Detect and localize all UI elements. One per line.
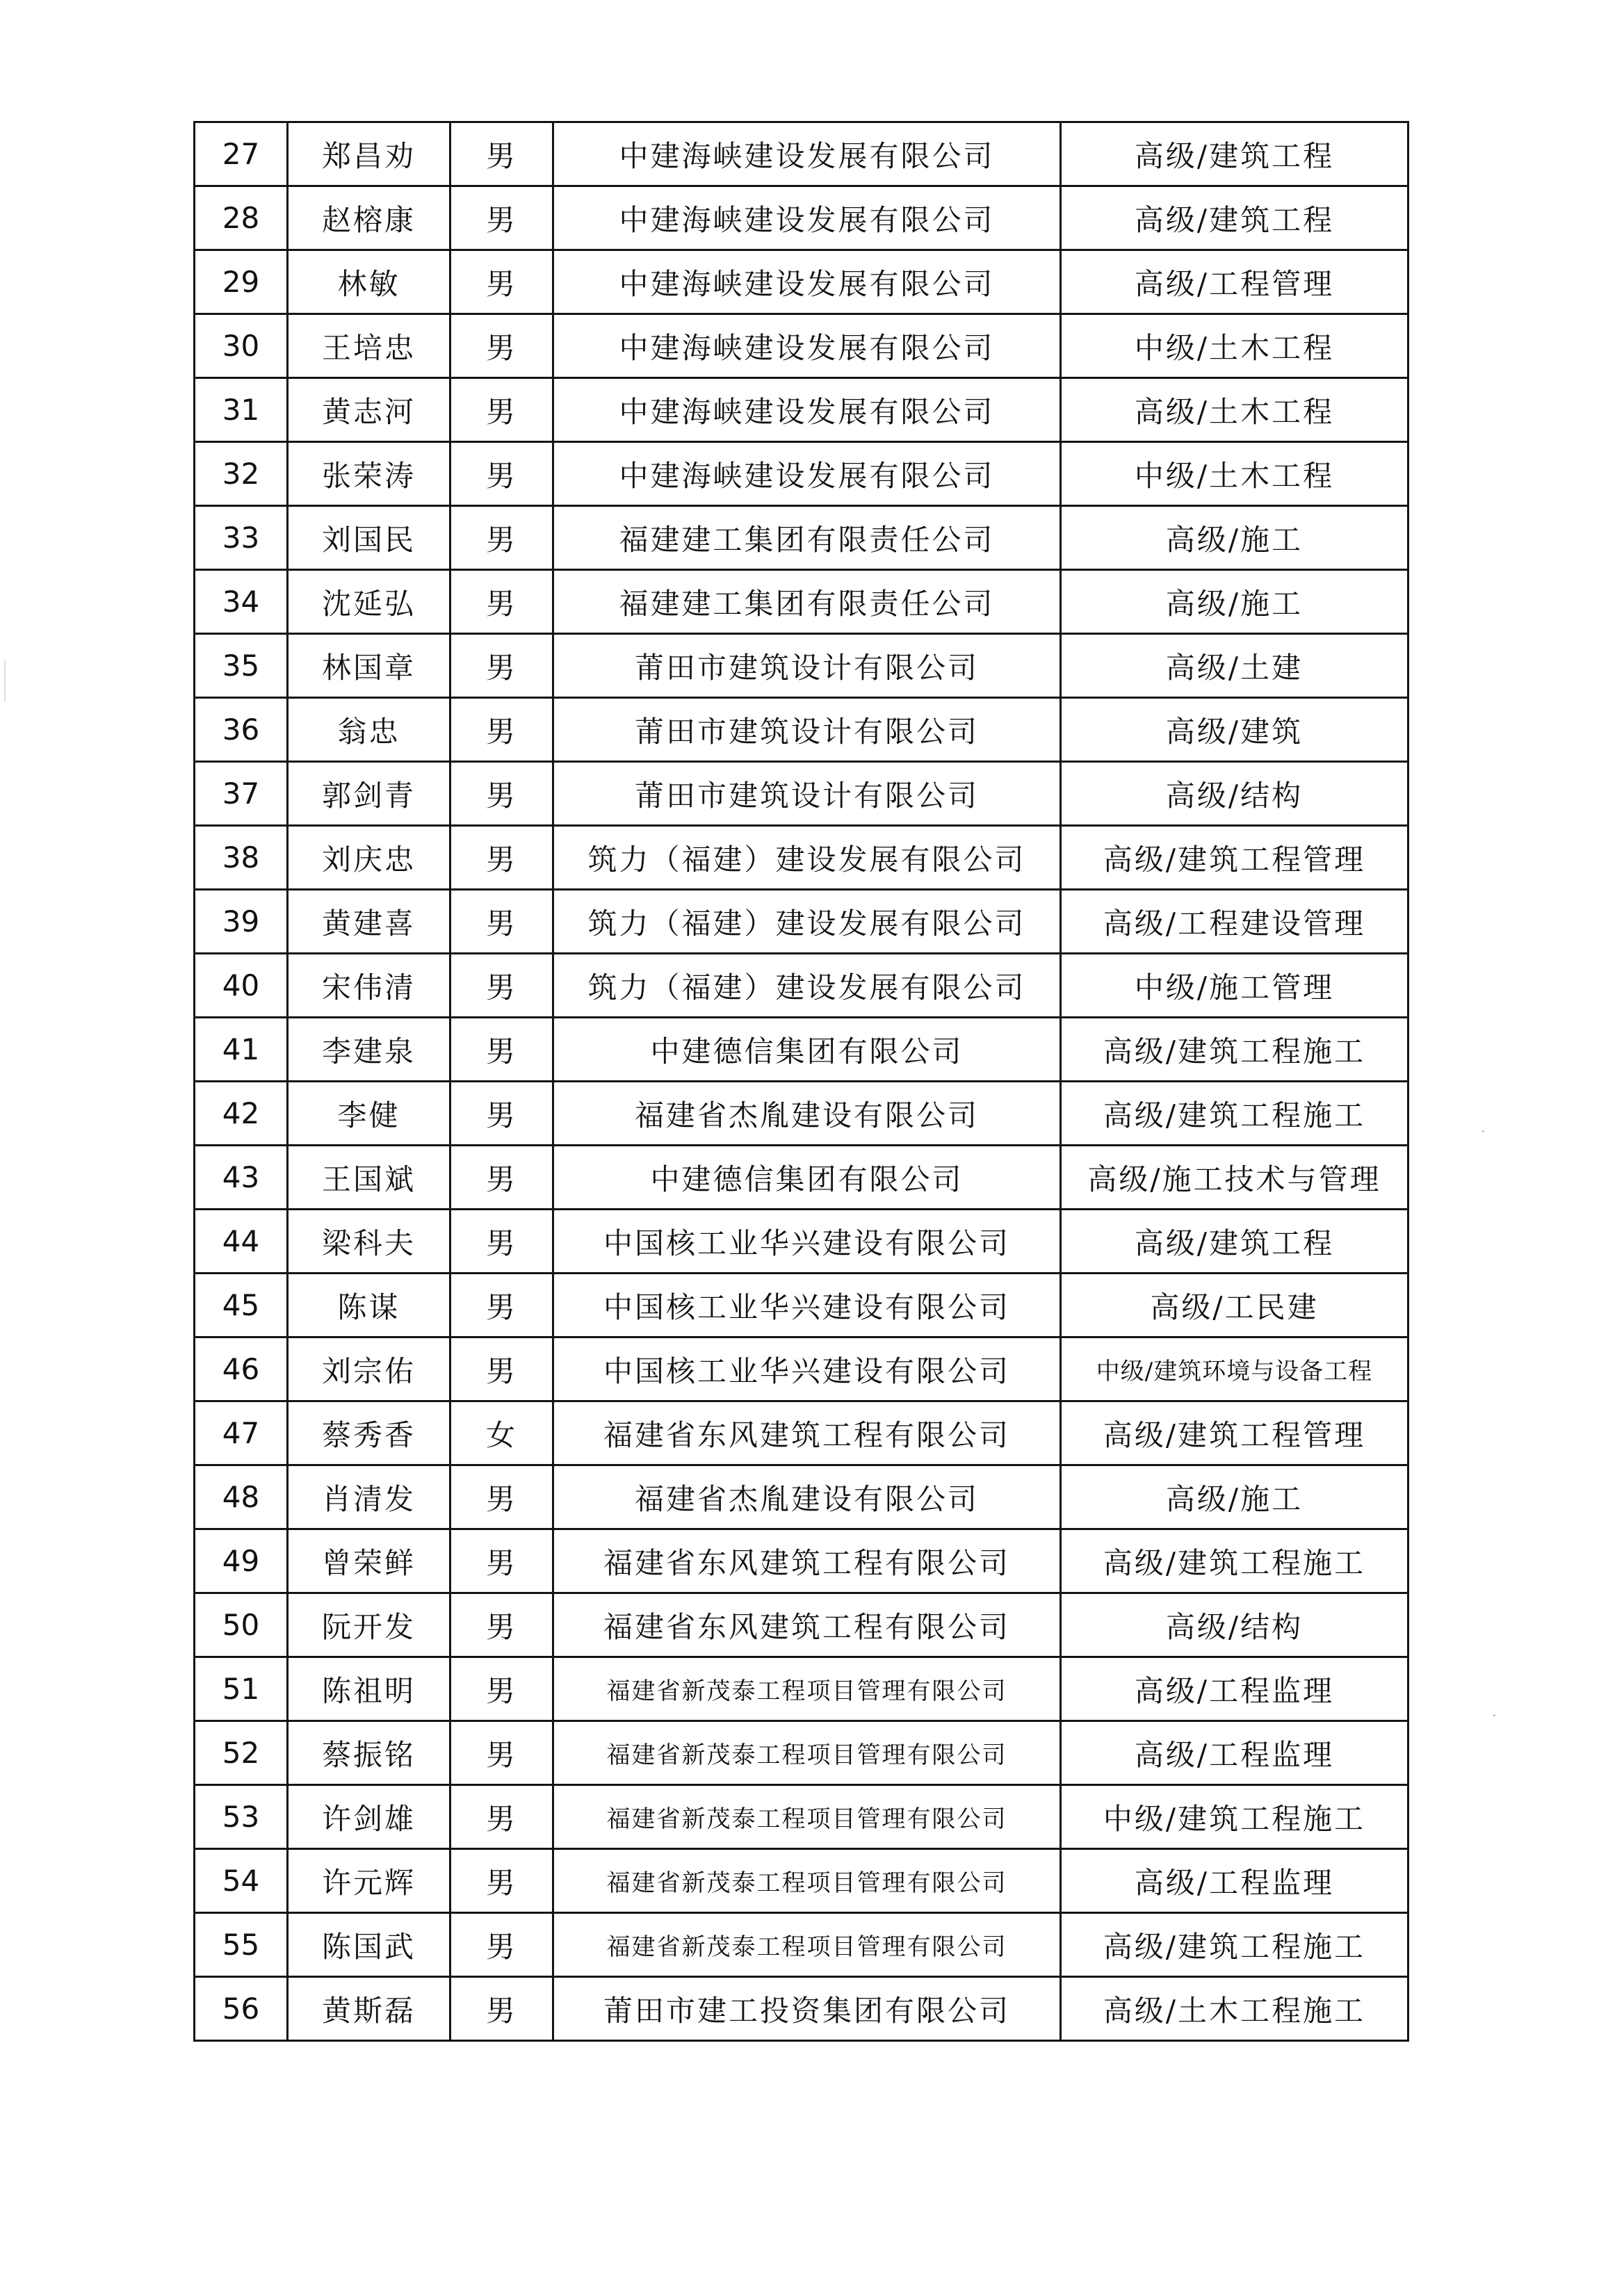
- person-name-cell: 王国斌: [288, 1146, 450, 1210]
- row-number-cell: 56: [195, 1977, 288, 2041]
- professional-title-cell: 高级/土建: [1061, 634, 1408, 698]
- professional-title-cell: 高级/工民建: [1061, 1274, 1408, 1337]
- gender-cell: 男: [450, 1913, 553, 1977]
- person-name-cell: 陈谋: [288, 1274, 450, 1337]
- gender-cell: 男: [450, 250, 553, 314]
- scan-speck: [1493, 1714, 1495, 1716]
- professional-title-cell: 高级/工程监理: [1061, 1849, 1408, 1913]
- professional-title-cell: 高级/建筑: [1061, 698, 1408, 762]
- table-row: [195, 1529, 1408, 1593]
- gender-cell: 男: [450, 442, 553, 506]
- person-name-cell: 曾荣鲜: [288, 1529, 450, 1593]
- gender-cell: 男: [450, 1210, 553, 1274]
- row-number-cell: 46: [195, 1337, 288, 1401]
- gender-cell: 男: [450, 1018, 553, 1082]
- row-number-cell: 49: [195, 1529, 288, 1593]
- row-number-cell: 30: [195, 314, 288, 378]
- organization-cell: 福建建工集团有限责任公司: [553, 570, 1061, 634]
- row-number-cell: 40: [195, 954, 288, 1018]
- gender-cell: 男: [450, 1274, 553, 1337]
- person-name-cell: 许剑雄: [288, 1785, 450, 1849]
- person-name-cell: 刘庆忠: [288, 826, 450, 890]
- person-name-cell: 郭剑青: [288, 762, 450, 826]
- professional-title-cell: 高级/结构: [1061, 762, 1408, 826]
- table-row: [195, 1082, 1408, 1146]
- gender-cell: 男: [450, 1146, 553, 1210]
- row-number-cell: 51: [195, 1657, 288, 1721]
- person-name-cell: 陈祖明: [288, 1657, 450, 1721]
- table-row: [195, 826, 1408, 890]
- gender-cell: 男: [450, 1082, 553, 1146]
- row-number-cell: 32: [195, 442, 288, 506]
- table-row: [195, 186, 1408, 250]
- row-number-cell: 33: [195, 506, 288, 570]
- person-name-cell: 宋伟清: [288, 954, 450, 1018]
- gender-cell: 男: [450, 1657, 553, 1721]
- person-name-cell: 陈国武: [288, 1913, 450, 1977]
- person-name-cell: 王培忠: [288, 314, 450, 378]
- person-name-cell: 黄斯磊: [288, 1977, 450, 2041]
- professional-title-cell: 高级/工程监理: [1061, 1721, 1408, 1785]
- roster-table: [193, 121, 1409, 2042]
- professional-title-cell: 高级/建筑工程: [1061, 1210, 1408, 1274]
- gender-cell: 男: [450, 506, 553, 570]
- table-row: [195, 250, 1408, 314]
- professional-title-cell: 高级/工程管理: [1061, 250, 1408, 314]
- gender-cell: 男: [450, 762, 553, 826]
- row-number-cell: 45: [195, 1274, 288, 1337]
- table-row: [195, 506, 1408, 570]
- organization-cell: 福建省新茂泰工程项目管理有限公司: [553, 1849, 1061, 1913]
- table-row: [195, 1465, 1408, 1529]
- professional-title-cell: 高级/建筑工程施工: [1061, 1082, 1408, 1146]
- organization-cell: 福建省新茂泰工程项目管理有限公司: [553, 1657, 1061, 1721]
- row-number-cell: 43: [195, 1146, 288, 1210]
- gender-cell: 男: [450, 1785, 553, 1849]
- person-name-cell: 刘宗佑: [288, 1337, 450, 1401]
- person-name-cell: 肖清发: [288, 1465, 450, 1529]
- table-row: [195, 122, 1408, 186]
- gender-cell: 男: [450, 1529, 553, 1593]
- professional-title-cell: 高级/结构: [1061, 1593, 1408, 1657]
- organization-cell: 福建省杰胤建设有限公司: [553, 1465, 1061, 1529]
- row-number-cell: 47: [195, 1401, 288, 1465]
- organization-cell: 筑力（福建）建设发展有限公司: [553, 826, 1061, 890]
- organization-cell: 中建德信集团有限公司: [553, 1146, 1061, 1210]
- row-number-cell: 41: [195, 1018, 288, 1082]
- person-name-cell: 许元辉: [288, 1849, 450, 1913]
- professional-title-cell: 高级/建筑工程施工: [1061, 1529, 1408, 1593]
- table-row: [195, 1018, 1408, 1082]
- row-number-cell: 53: [195, 1785, 288, 1849]
- organization-cell: 中国核工业华兴建设有限公司: [553, 1337, 1061, 1401]
- row-number-cell: 44: [195, 1210, 288, 1274]
- table-row: [195, 954, 1408, 1018]
- person-name-cell: 蔡振铭: [288, 1721, 450, 1785]
- organization-cell: 福建省东风建筑工程有限公司: [553, 1401, 1061, 1465]
- organization-cell: 福建省新茂泰工程项目管理有限公司: [553, 1785, 1061, 1849]
- professional-title-cell: 中级/土木工程: [1061, 314, 1408, 378]
- organization-cell: 中建海峡建设发展有限公司: [553, 378, 1061, 442]
- gender-cell: 男: [450, 570, 553, 634]
- organization-cell: 中国核工业华兴建设有限公司: [553, 1274, 1061, 1337]
- row-number-cell: 37: [195, 762, 288, 826]
- table-row: [195, 698, 1408, 762]
- organization-cell: 中建海峡建设发展有限公司: [553, 186, 1061, 250]
- gender-cell: 男: [450, 186, 553, 250]
- person-name-cell: 沈延弘: [288, 570, 450, 634]
- gender-cell: 男: [450, 634, 553, 698]
- organization-cell: 筑力（福建）建设发展有限公司: [553, 954, 1061, 1018]
- table-row: [195, 1785, 1408, 1849]
- professional-title-cell: 高级/工程监理: [1061, 1657, 1408, 1721]
- row-number-cell: 48: [195, 1465, 288, 1529]
- professional-title-cell: 高级/建筑工程管理: [1061, 1401, 1408, 1465]
- roster-table-body: [195, 122, 1408, 2041]
- professional-title-cell: 高级/施工技术与管理: [1061, 1146, 1408, 1210]
- professional-title-cell: 高级/建筑工程: [1061, 186, 1408, 250]
- table-row: [195, 1401, 1408, 1465]
- professional-title-cell: 高级/建筑工程施工: [1061, 1018, 1408, 1082]
- table-row: [195, 1913, 1408, 1977]
- table-row: [195, 890, 1408, 954]
- table-row: [195, 314, 1408, 378]
- table-row: [195, 1849, 1408, 1913]
- row-number-cell: 54: [195, 1849, 288, 1913]
- professional-title-cell: 中级/建筑环境与设备工程: [1061, 1337, 1408, 1401]
- organization-cell: 福建建工集团有限责任公司: [553, 506, 1061, 570]
- table-row: [195, 1274, 1408, 1337]
- professional-title-cell: 中级/建筑工程施工: [1061, 1785, 1408, 1849]
- gender-cell: 男: [450, 1593, 553, 1657]
- professional-title-cell: 高级/建筑工程管理: [1061, 826, 1408, 890]
- organization-cell: 莆田市建筑设计有限公司: [553, 634, 1061, 698]
- organization-cell: 中建德信集团有限公司: [553, 1018, 1061, 1082]
- gender-cell: 男: [450, 1977, 553, 2041]
- gender-cell: 男: [450, 954, 553, 1018]
- table-row: [195, 1721, 1408, 1785]
- roster-sheet: [193, 121, 1407, 2042]
- gender-cell: 男: [450, 1337, 553, 1401]
- organization-cell: 中国核工业华兴建设有限公司: [553, 1210, 1061, 1274]
- gender-cell: 男: [450, 826, 553, 890]
- table-row: [195, 634, 1408, 698]
- gender-cell: 男: [450, 1465, 553, 1529]
- row-number-cell: 52: [195, 1721, 288, 1785]
- row-number-cell: 39: [195, 890, 288, 954]
- organization-cell: 莆田市建筑设计有限公司: [553, 698, 1061, 762]
- organization-cell: 中建海峡建设发展有限公司: [553, 314, 1061, 378]
- table-row: [195, 1146, 1408, 1210]
- person-name-cell: 黄志河: [288, 378, 450, 442]
- person-name-cell: 赵榕康: [288, 186, 450, 250]
- professional-title-cell: 高级/施工: [1061, 570, 1408, 634]
- table-row: [195, 442, 1408, 506]
- table-row: [195, 570, 1408, 634]
- organization-cell: 福建省新茂泰工程项目管理有限公司: [553, 1721, 1061, 1785]
- table-row: [195, 378, 1408, 442]
- professional-title-cell: 中级/土木工程: [1061, 442, 1408, 506]
- scan-speck: [1482, 1130, 1484, 1132]
- organization-cell: 莆田市建筑设计有限公司: [553, 762, 1061, 826]
- professional-title-cell: 高级/建筑工程: [1061, 122, 1408, 186]
- organization-cell: 福建省东风建筑工程有限公司: [553, 1529, 1061, 1593]
- gender-cell: 男: [450, 1721, 553, 1785]
- row-number-cell: 55: [195, 1913, 288, 1977]
- row-number-cell: 50: [195, 1593, 288, 1657]
- organization-cell: 福建省东风建筑工程有限公司: [553, 1593, 1061, 1657]
- scan-edge-mark: [4, 660, 6, 702]
- row-number-cell: 27: [195, 122, 288, 186]
- gender-cell: 男: [450, 698, 553, 762]
- row-number-cell: 38: [195, 826, 288, 890]
- organization-cell: 中建海峡建设发展有限公司: [553, 122, 1061, 186]
- person-name-cell: 蔡秀香: [288, 1401, 450, 1465]
- gender-cell: 男: [450, 314, 553, 378]
- person-name-cell: 张荣涛: [288, 442, 450, 506]
- table-row: [195, 1977, 1408, 2041]
- person-name-cell: 梁科夫: [288, 1210, 450, 1274]
- row-number-cell: 31: [195, 378, 288, 442]
- professional-title-cell: 高级/土木工程: [1061, 378, 1408, 442]
- professional-title-cell: 高级/工程建设管理: [1061, 890, 1408, 954]
- professional-title-cell: 高级/土木工程施工: [1061, 1977, 1408, 2041]
- person-name-cell: 翁忠: [288, 698, 450, 762]
- person-name-cell: 刘国民: [288, 506, 450, 570]
- professional-title-cell: 高级/施工: [1061, 1465, 1408, 1529]
- organization-cell: 中建海峡建设发展有限公司: [553, 250, 1061, 314]
- organization-cell: 福建省新茂泰工程项目管理有限公司: [553, 1913, 1061, 1977]
- person-name-cell: 黄建喜: [288, 890, 450, 954]
- gender-cell: 女: [450, 1401, 553, 1465]
- organization-cell: 筑力（福建）建设发展有限公司: [553, 890, 1061, 954]
- gender-cell: 男: [450, 890, 553, 954]
- row-number-cell: 42: [195, 1082, 288, 1146]
- table-row: [195, 762, 1408, 826]
- table-row: [195, 1210, 1408, 1274]
- row-number-cell: 29: [195, 250, 288, 314]
- professional-title-cell: 高级/建筑工程施工: [1061, 1913, 1408, 1977]
- professional-title-cell: 高级/施工: [1061, 506, 1408, 570]
- row-number-cell: 36: [195, 698, 288, 762]
- person-name-cell: 李健: [288, 1082, 450, 1146]
- organization-cell: 福建省杰胤建设有限公司: [553, 1082, 1061, 1146]
- table-row: [195, 1593, 1408, 1657]
- row-number-cell: 35: [195, 634, 288, 698]
- organization-cell: 中建海峡建设发展有限公司: [553, 442, 1061, 506]
- person-name-cell: 林国章: [288, 634, 450, 698]
- person-name-cell: 郑昌劝: [288, 122, 450, 186]
- gender-cell: 男: [450, 1849, 553, 1913]
- gender-cell: 男: [450, 378, 553, 442]
- person-name-cell: 李建泉: [288, 1018, 450, 1082]
- table-row: [195, 1657, 1408, 1721]
- table-row: [195, 1337, 1408, 1401]
- row-number-cell: 28: [195, 186, 288, 250]
- gender-cell: 男: [450, 122, 553, 186]
- row-number-cell: 34: [195, 570, 288, 634]
- person-name-cell: 林敏: [288, 250, 450, 314]
- professional-title-cell: 中级/施工管理: [1061, 954, 1408, 1018]
- organization-cell: 莆田市建工投资集团有限公司: [553, 1977, 1061, 2041]
- person-name-cell: 阮开发: [288, 1593, 450, 1657]
